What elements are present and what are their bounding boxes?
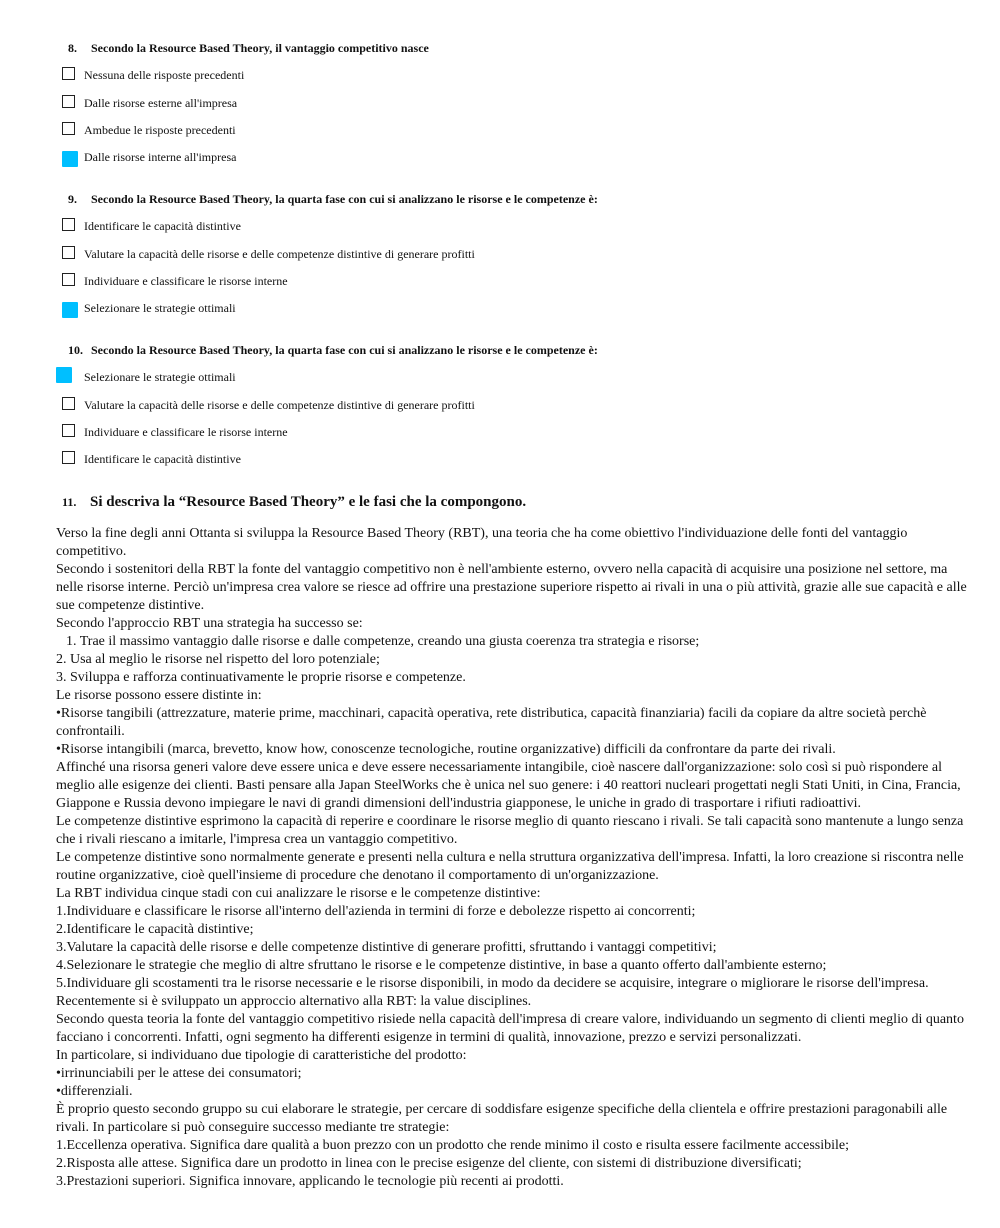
essay-paragraph: Secondo i sostenitori della RBT la fonte del vantaggio competitivo non è nell'ambiente esterno, ovvero nella capacità di acquisire una posizione nel settore, ma nelle risorse interne. Perciò un'impresa crea valore se riesce ad offrire una prestazione superiore rispetto ai rivali in una o più attività, grazie alle sue capacità e alle sue competenze distintive. bbox=[56, 562, 967, 613]
essay-list-item: 4.Selezionare le strategie che meglio di altre sfruttano le risorse e le competenze distintive, in base a quanto offerto dall'ambiente esterno; bbox=[56, 958, 827, 973]
question-10-heading: 10. Secondo la Resource Based Theory, la quarta fase con cui si analizzano le risorse e le competenze è: bbox=[68, 343, 598, 357]
essay-list-item: 5.Individuare gli scostamenti tra le risorse necessarie e le risorse disponibili, in modo da decidere se acquisire, integrare o migliorare le risorse dell'impresa. bbox=[56, 976, 929, 991]
essay-paragraph: È proprio questo secondo gruppo su cui elaborare le strategie, per cercare di soddisfare esigenze specifiche della clientela e offrire prestazioni paragonabili alle rivali. In particolare si può conseguire successo mediante tre strategie: bbox=[56, 1102, 948, 1135]
essay-list-item: 3. Sviluppa e rafforza continuativamente le proprie risorse e competenze. bbox=[56, 670, 466, 685]
essay-paragraph: Le competenze distintive sono normalmente generate e presenti nella cultura e nella struttura organizzativa dell'impresa. Infatti, la loro creazione si riscontra nelle routine organizzative, cioè quell'insieme di procedure che denotano il comportamento di un'organizzazione. bbox=[56, 850, 964, 883]
essay-paragraph: Affinché una risorsa generi valore deve essere unica e deve essere necessariamente intangibile, cioè nascere dall'organizzazione: solo così si può rispondere al meglio alle esigenze dei clienti. Basti pensare alla Japan SteelWorks che è unica nel suo genere: i 40 reattori nucleari progettati negli Stati Uniti, in Cina, Francia, Giappone e Russia devono impiegare le navi di grandi dimensioni dell'industria giapponese, le uniche in grado di trasportare i rifiuti radioattivi. bbox=[56, 760, 961, 811]
checkbox[interactable] bbox=[62, 273, 75, 286]
essay-list-item: 1.Individuare e classificare le risorse all'interno dell'azienda in termini di forze e debolezze rispetto ai concorrenti; bbox=[56, 904, 696, 919]
checkbox[interactable] bbox=[62, 451, 75, 464]
essay-paragraph: Le competenze distintive esprimono la capacità di reperire e coordinare le risorse meglio di quanto riescano i rivali. Se tali capacità sono mantenute a lungo senza che i rivali riescano a imitarle, l'impresa crea un vantaggio competitivo. bbox=[56, 814, 964, 847]
essay-bullet: •irrinunciabili per le attese dei consumatori; bbox=[56, 1066, 302, 1081]
essay-paragraph: Le risorse possono essere distinte in: bbox=[56, 688, 262, 703]
checkbox[interactable] bbox=[62, 67, 75, 80]
essay-paragraph: In particolare, si individuano due tipologie di caratteristiche del prodotto: bbox=[56, 1048, 467, 1063]
checkbox-selected[interactable] bbox=[62, 151, 78, 167]
essay-list-item: 3.Prestazioni superiori. Significa innovare, applicando le tecnologie più recenti ai prodotti. bbox=[56, 1174, 564, 1189]
essay-list-item: 2.Identificare le capacità distintive; bbox=[56, 922, 254, 937]
question-8-heading: 8. Secondo la Resource Based Theory, il vantaggio competitivo nasce bbox=[68, 41, 429, 55]
essay-bullet: •differenziali. bbox=[56, 1084, 133, 1099]
essay-paragraph: Secondo questa teoria la fonte del vantaggio competitivo risiede nella capacità dell'impresa di creare valore, individuando un segmento di clienti meglio di quanto facciano i concorrenti. Infatti, ogni segmento ha differenti esigenze in termini di qualità, innovazione, prezzo e servizi personalizzati. bbox=[56, 1012, 964, 1045]
essay-bullet: •Risorse tangibili (attrezzature, materie prime, macchinari, capacità operativa, rete distributica, capacità finanziaria) facili da copiare da altre società perchè confrontaili. bbox=[56, 706, 927, 739]
checkbox[interactable] bbox=[62, 397, 75, 410]
question-11-heading: 11. Si descriva la “Resource Based Theory” e le fasi che la compongono. bbox=[62, 494, 527, 510]
checkbox[interactable] bbox=[62, 122, 75, 135]
essay-list-item: 1.Eccellenza operativa. Significa dare qualità a buon prezzo con un prodotto che rende minimo il costo e risulta essere facilmente accessibile; bbox=[56, 1138, 850, 1153]
essay-paragraph: Recentemente si è sviluppato un approccio alternativo alla RBT: la value disciplines. bbox=[56, 994, 532, 1009]
question-9-heading: 9. Secondo la Resource Based Theory, la quarta fase con cui si analizzano le risorse e le competenze è: bbox=[68, 192, 598, 206]
checkbox[interactable] bbox=[62, 424, 75, 437]
essay-paragraph: Verso la fine degli anni Ottanta si sviluppa la Resource Based Theory (RBT), una teoria che ha come obiettivo l'individuazione delle fonti del vantaggio competitivo. bbox=[56, 526, 908, 559]
essay-paragraph: Secondo l'approccio RBT una strategia ha successo se: bbox=[56, 616, 363, 631]
essay-list-item: 2.Risposta alle attese. Significa dare un prodotto in linea con le precise esigenze del cliente, con sistemi di distribuzione diversificati; bbox=[56, 1156, 802, 1171]
checkbox[interactable] bbox=[62, 246, 75, 259]
essay-answer bbox=[56, 525, 976, 1191]
essay-paragraph: La RBT individua cinque stadi con cui analizzare le risorse e le competenze distintive: bbox=[56, 886, 541, 901]
essay-list-item: 1. Trae il massimo vantaggio dalle risorse e dalle competenze, creando una giusta coerenza tra strategia e risorse; bbox=[66, 634, 700, 649]
checkbox-selected[interactable] bbox=[56, 367, 72, 383]
checkbox-selected[interactable] bbox=[62, 302, 78, 318]
essay-bullet: •Risorse intangibili (marca, brevetto, know how, conoscenze tecnologiche, routine organizzative) difficili da confrontare da parte dei rivali. bbox=[56, 742, 836, 757]
checkbox[interactable] bbox=[62, 218, 75, 231]
checkbox[interactable] bbox=[62, 95, 75, 108]
essay-list-item: 2. Usa al meglio le risorse nel rispetto del loro potenziale; bbox=[56, 652, 380, 667]
essay-list-item: 3.Valutare la capacità delle risorse e delle competenze distintive di generare profitti, sfruttando i vantaggi competitivi; bbox=[56, 940, 717, 955]
